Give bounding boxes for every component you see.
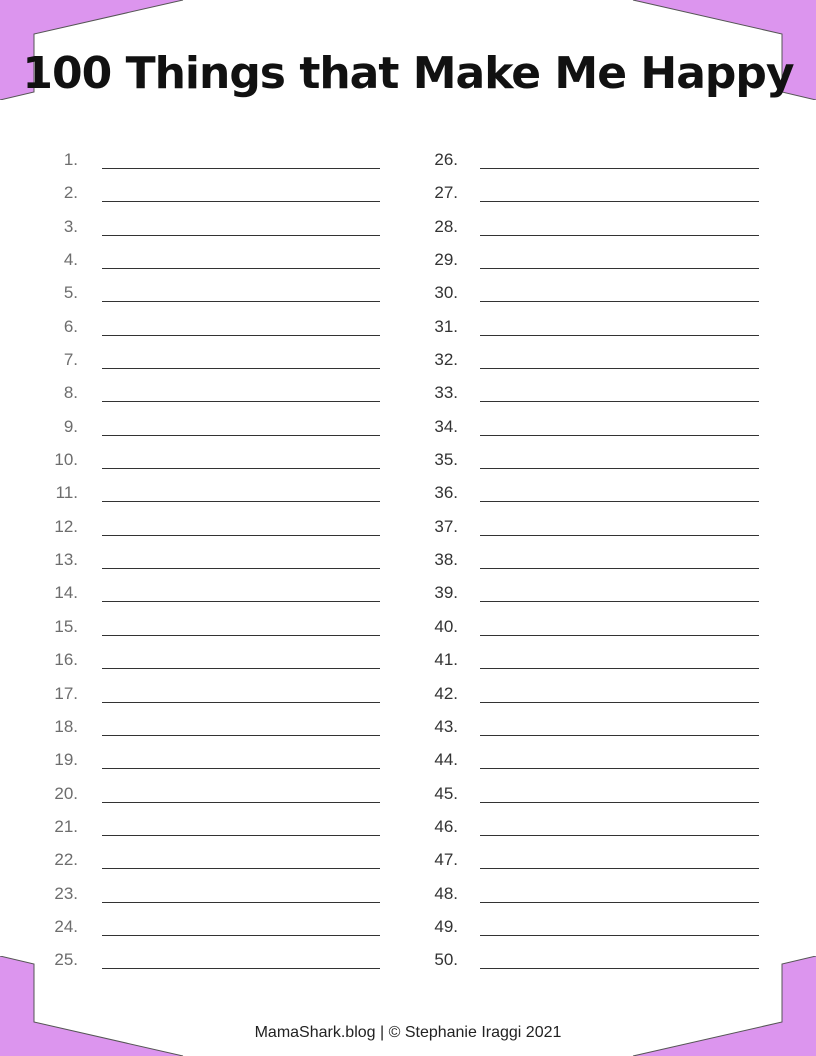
write-in-line[interactable] xyxy=(102,235,380,236)
write-in-line[interactable] xyxy=(480,768,759,769)
write-in-line[interactable] xyxy=(102,768,380,769)
list-item xyxy=(418,876,760,909)
write-in-line[interactable] xyxy=(480,635,759,636)
list-item xyxy=(418,442,760,475)
list-item xyxy=(40,509,382,542)
list-column-right xyxy=(418,142,760,976)
list-item xyxy=(418,909,760,942)
list-item xyxy=(418,642,760,675)
list-item xyxy=(40,542,382,575)
list-item-number: 30. xyxy=(434,283,458,303)
list-item-number: 31. xyxy=(434,316,458,336)
list-item-number: 19. xyxy=(54,750,78,770)
write-in-line[interactable] xyxy=(102,735,380,736)
write-in-line[interactable] xyxy=(102,401,380,402)
list-item xyxy=(418,575,760,608)
list-item xyxy=(40,642,382,675)
list-item-number: 45. xyxy=(434,783,458,803)
write-in-line[interactable] xyxy=(480,868,759,869)
list-item-number: 16. xyxy=(54,650,78,670)
list-item-number: 37. xyxy=(434,516,458,536)
write-in-line[interactable] xyxy=(102,535,380,536)
write-in-line[interactable] xyxy=(102,868,380,869)
list-item xyxy=(418,342,760,375)
write-in-line[interactable] xyxy=(102,301,380,302)
write-in-line[interactable] xyxy=(480,735,759,736)
write-in-line[interactable] xyxy=(480,902,759,903)
list-item-number: 34. xyxy=(434,416,458,436)
list-item xyxy=(418,842,760,875)
list-item-number: 24. xyxy=(54,916,78,936)
page-title: 100 Things that Make Me Happy xyxy=(22,48,794,99)
list-item-number: 4. xyxy=(63,250,78,270)
list-item xyxy=(40,709,382,742)
list-item xyxy=(40,842,382,875)
list-item xyxy=(40,575,382,608)
list-item-number: 29. xyxy=(434,250,458,270)
list-item-number: 1. xyxy=(63,150,78,169)
list-item xyxy=(40,142,382,175)
list-item-number: 38. xyxy=(434,550,458,570)
list-item-number: 15. xyxy=(54,616,78,636)
footer-credit: MamaShark.blog | © Stephanie Iraggi 2021 xyxy=(254,1024,562,1041)
write-in-line[interactable] xyxy=(480,301,759,302)
list-item-number: 49. xyxy=(434,916,458,936)
list-item xyxy=(418,676,760,709)
write-in-line[interactable] xyxy=(480,535,759,536)
list-item-number: 25. xyxy=(54,950,78,970)
list-item-number: 2. xyxy=(63,183,78,203)
list-item-number: 48. xyxy=(434,883,458,903)
write-in-line[interactable] xyxy=(102,268,380,269)
list-item-number: 44. xyxy=(434,750,458,770)
write-in-line[interactable] xyxy=(102,435,380,436)
write-in-line[interactable] xyxy=(480,168,759,169)
list-item-number: 7. xyxy=(63,350,78,370)
write-in-line[interactable] xyxy=(102,201,380,202)
list-item xyxy=(418,409,760,442)
write-in-line[interactable] xyxy=(480,501,759,502)
list-item xyxy=(40,342,382,375)
list-item-number: 50. xyxy=(434,950,458,970)
list-item xyxy=(418,375,760,408)
write-in-line[interactable] xyxy=(480,335,759,336)
write-in-line[interactable] xyxy=(480,468,759,469)
list-item-number: 13. xyxy=(54,550,78,570)
list-item xyxy=(40,409,382,442)
list-item xyxy=(418,142,760,175)
write-in-line[interactable] xyxy=(102,935,380,936)
write-in-line[interactable] xyxy=(102,368,380,369)
write-in-line[interactable] xyxy=(480,668,759,669)
list-item-number: 12. xyxy=(54,516,78,536)
write-in-line[interactable] xyxy=(102,835,380,836)
list-item xyxy=(40,175,382,208)
list-column-left xyxy=(40,142,382,976)
write-in-line[interactable] xyxy=(480,935,759,936)
write-in-line[interactable] xyxy=(102,902,380,903)
write-in-line[interactable] xyxy=(102,468,380,469)
list-item-number: 21. xyxy=(54,816,78,836)
list-item-number: 22. xyxy=(54,850,78,870)
list-item xyxy=(418,242,760,275)
list-item xyxy=(418,509,760,542)
write-in-line[interactable] xyxy=(102,601,380,602)
list-item-number: 46. xyxy=(434,816,458,836)
write-in-line[interactable] xyxy=(480,201,759,202)
list-item xyxy=(418,742,760,775)
list-item-number: 32. xyxy=(434,350,458,370)
write-in-line[interactable] xyxy=(480,702,759,703)
list-item xyxy=(40,475,382,508)
write-in-line[interactable] xyxy=(480,401,759,402)
list-item xyxy=(40,609,382,642)
write-in-line[interactable] xyxy=(102,802,380,803)
list-item xyxy=(40,309,382,342)
write-in-line[interactable] xyxy=(480,268,759,269)
write-in-line[interactable] xyxy=(102,635,380,636)
list-item-number: 11. xyxy=(55,483,78,503)
write-in-line[interactable] xyxy=(102,501,380,502)
write-in-line[interactable] xyxy=(102,968,380,969)
list-item-number: 39. xyxy=(434,583,458,603)
list-item-number: 42. xyxy=(434,683,458,703)
list-item-number: 36. xyxy=(434,483,458,503)
list-item xyxy=(418,709,760,742)
list-item-number: 23. xyxy=(54,883,78,903)
list-item xyxy=(418,942,760,975)
list-item xyxy=(418,809,760,842)
list-item-number: 28. xyxy=(434,216,458,236)
list-item-number: 10. xyxy=(54,450,78,470)
write-in-line[interactable] xyxy=(102,335,380,336)
list-item-number: 14. xyxy=(54,583,78,603)
write-in-line[interactable] xyxy=(480,835,759,836)
list-item xyxy=(418,275,760,308)
list-item xyxy=(40,275,382,308)
write-in-line[interactable] xyxy=(480,368,759,369)
list-item xyxy=(40,909,382,942)
list-item-number: 20. xyxy=(54,783,78,803)
write-in-line[interactable] xyxy=(102,568,380,569)
list-item xyxy=(418,475,760,508)
list-item xyxy=(40,742,382,775)
list-item-number: 5. xyxy=(63,283,78,303)
write-in-line[interactable] xyxy=(102,168,380,169)
list-item-number: 43. xyxy=(434,716,458,736)
write-in-line[interactable] xyxy=(480,802,759,803)
list-item xyxy=(418,609,760,642)
list-item xyxy=(418,209,760,242)
list-item-number: 9. xyxy=(63,416,78,436)
list-item xyxy=(418,776,760,809)
list-item xyxy=(40,776,382,809)
list-item xyxy=(418,175,760,208)
list-item xyxy=(40,442,382,475)
list-item-number: 47. xyxy=(434,850,458,870)
write-in-line[interactable] xyxy=(480,568,759,569)
list-item xyxy=(40,876,382,909)
list-item xyxy=(40,242,382,275)
list-item xyxy=(418,542,760,575)
list-item-number: 18. xyxy=(54,716,78,736)
list-item-number: 26. xyxy=(434,150,458,169)
list-item-number: 33. xyxy=(434,383,458,403)
list-item xyxy=(40,375,382,408)
write-in-line[interactable] xyxy=(102,702,380,703)
list-item-number: 35. xyxy=(434,450,458,470)
list-item xyxy=(40,676,382,709)
write-in-line[interactable] xyxy=(102,668,380,669)
list-item-number: 6. xyxy=(63,316,78,336)
write-in-line[interactable] xyxy=(480,601,759,602)
list-item-number: 40. xyxy=(434,616,458,636)
list-item xyxy=(40,209,382,242)
write-in-line[interactable] xyxy=(480,235,759,236)
list-item xyxy=(40,942,382,975)
write-in-line[interactable] xyxy=(480,435,759,436)
write-in-line[interactable] xyxy=(480,968,759,969)
list-item-number: 8. xyxy=(63,383,78,403)
list-item-number: 27. xyxy=(434,183,458,203)
list-item-number: 3. xyxy=(63,216,78,236)
list-item xyxy=(40,809,382,842)
list-item xyxy=(418,309,760,342)
list-item-number: 41. xyxy=(434,650,458,670)
list-item-number: 17. xyxy=(54,683,78,703)
